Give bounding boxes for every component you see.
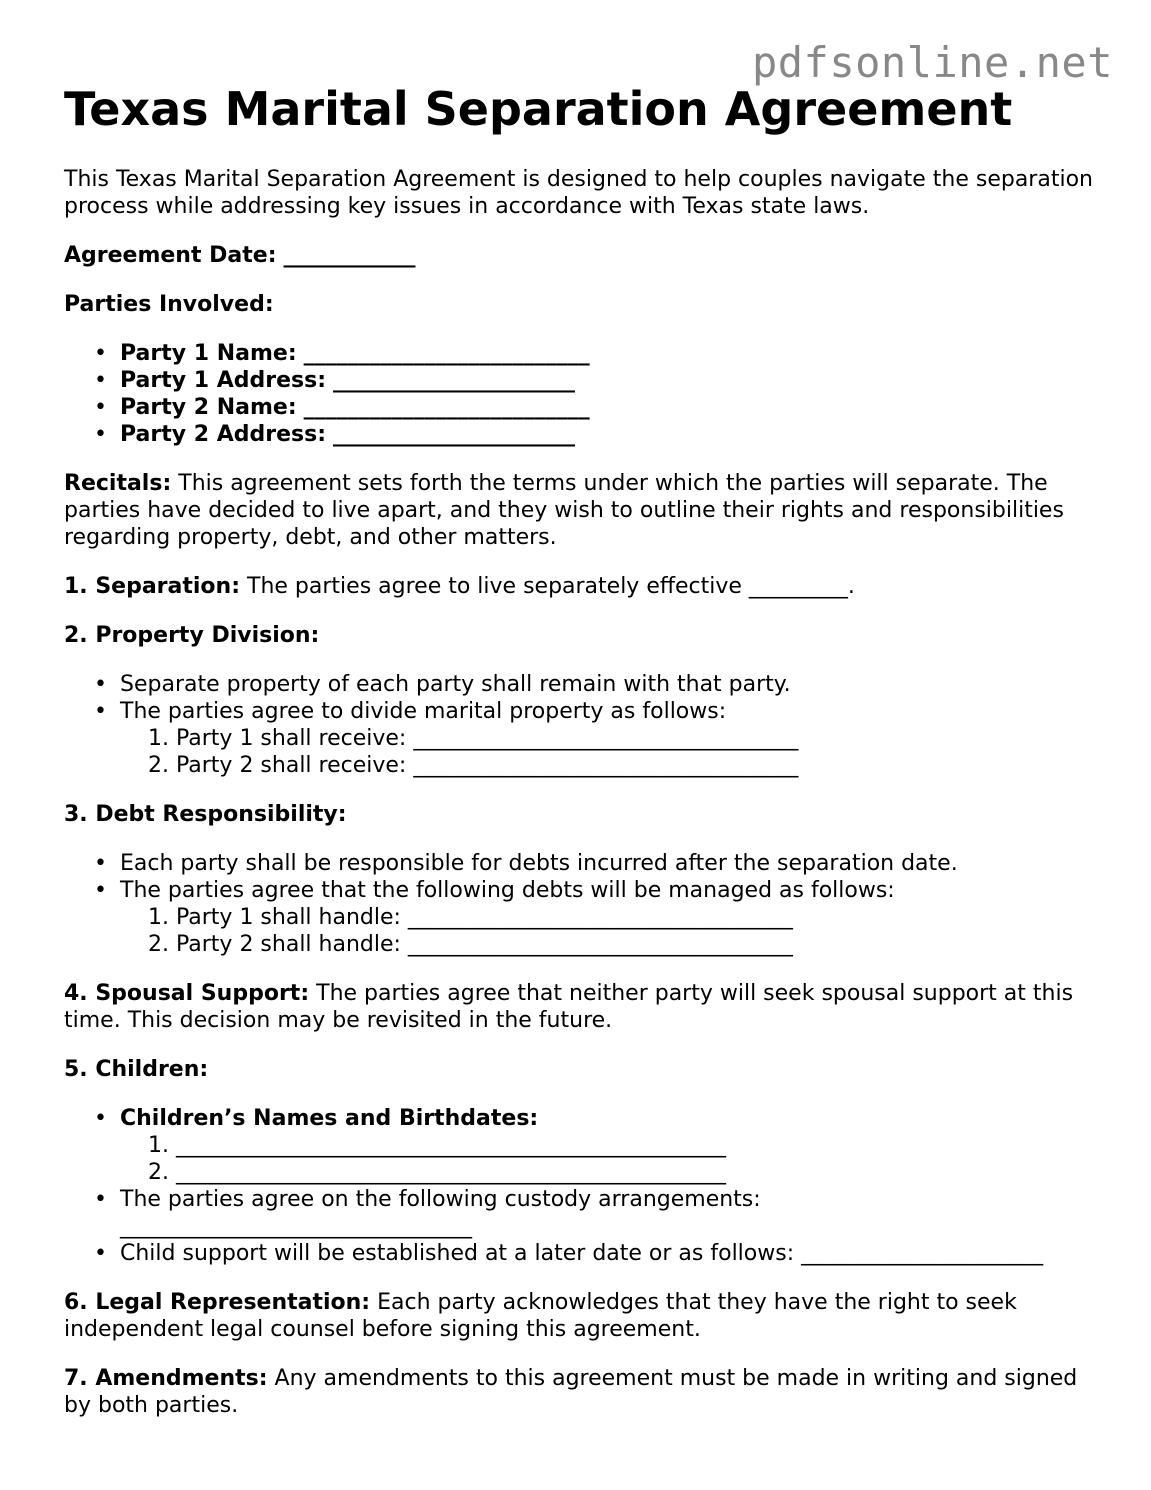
property-list: [64, 671, 1104, 725]
list-item: [64, 904, 1104, 931]
property-heading-text: 2. Property Division:: [64, 623, 320, 648]
children-list: [64, 1105, 1104, 1132]
legal-section: [64, 1289, 1104, 1343]
party-2-address-label: Party 2 Address:: [120, 422, 326, 447]
party-2-address-blank: ______________________: [333, 422, 575, 447]
property-bullet-1: Separate property of each party shall remain with that party.: [120, 672, 791, 697]
document-page: [64, 80, 1104, 1419]
debt-bullet-2: The parties agree that the following debts will be managed as follows:: [120, 878, 895, 903]
sub-number: 1.: [148, 726, 169, 751]
party-1-address-label: Party 1 Address:: [120, 368, 326, 393]
party-1-name-label: Party 1 Name:: [120, 341, 297, 366]
children-sub-list: [64, 1132, 1104, 1186]
sub-number: 2.: [148, 1160, 169, 1185]
separation-text: The parties agree to live separately effective _________.: [247, 574, 855, 599]
parties-list: [64, 340, 1104, 448]
debt-heading-text: 3. Debt Responsibility:: [64, 802, 347, 827]
list-item: [64, 850, 1104, 877]
list-item: [64, 671, 1104, 698]
list-item: [64, 1159, 1104, 1186]
property-sub-list: [64, 725, 1104, 779]
child-2-blank: __________________________________________________: [176, 1160, 726, 1185]
list-item: [64, 367, 1104, 394]
agreement-date: [64, 242, 1104, 269]
spousal-text: The parties agree that neither party will seek spousal support at this time. This decision may be revisited in the future.: [64, 981, 1074, 1033]
party-2-name-blank: __________________________: [303, 395, 590, 420]
debt-party-1-handle: Party 1 shall handle: ___________________________________: [176, 905, 793, 930]
sub-number: 1.: [148, 905, 169, 930]
intro-paragraph: This Texas Marital Separation Agreement is designed to help couples navigate the separation process while addressing key issues in accordance with Texas state laws.: [64, 167, 1093, 219]
debt-heading: [64, 801, 1104, 828]
property-party-1-receive: Party 1 shall receive: ___________________________________: [176, 726, 799, 751]
list-item: [64, 421, 1104, 448]
list-item: [64, 1132, 1104, 1159]
list-item: [64, 1105, 1104, 1132]
debt-bullet-1: Each party shall be responsible for debts incurred after the separation date.: [120, 851, 958, 876]
sub-number: 2.: [148, 932, 169, 957]
list-item: [64, 1186, 1104, 1240]
recitals-section: [64, 470, 1104, 551]
list-item: [64, 340, 1104, 367]
list-item: [64, 752, 1104, 779]
party-2-name-label: Party 2 Name:: [120, 395, 297, 420]
children-list-2: [64, 1186, 1104, 1267]
parties-heading: [64, 291, 1104, 318]
debt-list: [64, 850, 1104, 904]
custody-blank: ________________________________: [120, 1214, 472, 1239]
custody-text: The parties agree on the following custody arrangements:: [120, 1187, 761, 1212]
spousal-section: [64, 980, 1104, 1034]
recitals-label: Recitals:: [64, 471, 172, 496]
party-1-address-blank: ______________________: [333, 368, 575, 393]
child-support-text: Child support will be established at a later date or as follows: ______________________: [120, 1241, 1044, 1266]
parties-heading-text: Parties Involved:: [64, 292, 274, 317]
property-heading: [64, 622, 1104, 649]
spousal-label: 4. Spousal Support:: [64, 981, 310, 1006]
children-heading: [64, 1056, 1104, 1083]
children-heading-text: 5. Children:: [64, 1057, 209, 1082]
agreement-date-blank: ____________: [283, 243, 416, 268]
children-names-label: Children’s Names and Birthdates:: [120, 1106, 539, 1131]
list-item: [64, 931, 1104, 958]
separation-label: 1. Separation:: [64, 574, 241, 599]
property-party-2-receive: Party 2 shall receive: ___________________________________: [176, 753, 799, 778]
watermark: pdfsonline.net: [751, 38, 1113, 87]
child-1-blank: __________________________________________________: [176, 1133, 726, 1158]
list-item: [64, 698, 1104, 725]
agreement-date-label: Agreement Date:: [64, 243, 277, 268]
debt-sub-list: [64, 904, 1104, 958]
separation-section: [64, 573, 1104, 600]
list-item: [64, 394, 1104, 421]
amendments-section: [64, 1365, 1104, 1419]
recitals-text: This agreement sets forth the terms under which the parties will separate. The parties have decided to live apart, and they wish to outline their rights and responsibilities regarding property, debt, and other matters.: [64, 471, 1064, 550]
property-bullet-2: The parties agree to divide marital property as follows:: [120, 699, 727, 724]
sub-number: 2.: [148, 753, 169, 778]
page-title: Texas Marital Separation Agreement: [64, 82, 1013, 136]
list-item: [64, 877, 1104, 904]
debt-party-2-handle: Party 2 shall handle: ___________________________________: [176, 932, 793, 957]
legal-label: 6. Legal Representation:: [64, 1290, 371, 1315]
amendments-label: 7. Amendments:: [64, 1366, 268, 1391]
legal-text: Each party acknowledges that they have the right to seek independent legal counsel before signing this agreement.: [64, 1290, 1017, 1342]
list-item: [64, 1240, 1104, 1267]
sub-number: 1.: [148, 1133, 169, 1158]
party-1-name-blank: __________________________: [303, 341, 590, 366]
list-item: [64, 725, 1104, 752]
amendments-text: Any amendments to this agreement must be made in writing and signed by both parties.: [64, 1366, 1078, 1418]
